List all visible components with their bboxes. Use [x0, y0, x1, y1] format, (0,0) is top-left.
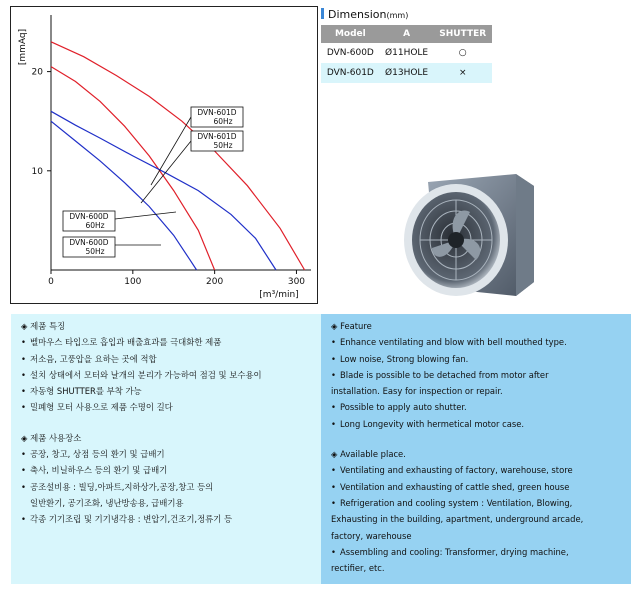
- list-item: • 자동형 SHUTTER를 부착 가능: [21, 386, 142, 397]
- table-header-row: [321, 25, 492, 43]
- list-item: • 저소음, 고풍압을 요하는 곳에 적합: [21, 353, 157, 364]
- english-usage-title: ◈ Available place.: [331, 449, 406, 460]
- english-info-panel: [321, 314, 631, 584]
- x-tick-label: 200: [206, 277, 224, 287]
- korean-usage-list: [21, 446, 311, 527]
- english-feature-title: ◈ Feature: [331, 321, 372, 331]
- list-item-continuation: installation. Easy for inspection or repair.: [331, 386, 503, 397]
- dimension-title: [321, 8, 408, 21]
- title-bar-icon: [321, 8, 324, 19]
- list-item-continuation: Exhausting in the building, apartment, underground arcade,: [331, 514, 584, 525]
- curve-label-freq: 60Hz: [213, 117, 233, 126]
- english-feature-list: [331, 334, 621, 432]
- fan-housing-side: [516, 174, 534, 296]
- list-item: • Blade is possible to be detached from motor after: [331, 369, 549, 380]
- curve-label-freq: 60Hz: [85, 221, 105, 230]
- list-item: • Assembling and cooling: Transformer, drying machine,: [331, 546, 569, 557]
- table-row: [321, 43, 492, 63]
- label-leader-line: [141, 141, 191, 203]
- x-tick-label: 300: [287, 277, 306, 287]
- list-item: • 공조설비용 : 빌딩,아파트,지하상가,공장,창고 등의: [21, 481, 214, 492]
- cell-shutter: ×: [433, 63, 492, 83]
- chart-svg: [11, 7, 317, 303]
- korean-feature-title: ◈ 제품 특징: [21, 321, 66, 331]
- list-item: • 공장, 창고, 상점 등의 환기 및 급배기: [21, 449, 165, 460]
- list-item: • 설치 상태에서 모터와 날개의 분리가 가능하여 점검 및 보수용이: [21, 369, 262, 380]
- cell-model: DVN-601D: [321, 63, 380, 83]
- english-usage-list: [331, 462, 621, 576]
- list-item: • Long Longevity with hermetical motor case.: [331, 418, 525, 429]
- header-a: A: [380, 25, 434, 43]
- label-leader-line: [115, 212, 176, 219]
- curve-label-model: DVN-600D: [69, 212, 109, 221]
- list-item: • Ventilation and exhausting of cattle shed, green house: [331, 481, 570, 492]
- label-leader-line: [151, 117, 191, 185]
- x-tick-label: 0: [48, 277, 54, 287]
- cell-a: Ø13HOLE: [380, 63, 434, 83]
- list-item-continuation: 일반환기, 공기조화, 냉난방송용, 급배기용: [30, 497, 184, 508]
- list-item-continuation: rectifier, etc.: [331, 563, 385, 574]
- list-item-continuation: factory, warehouse: [331, 530, 412, 541]
- list-item: • 축사, 비닐하우스 등의 환기 및 급배기: [21, 465, 168, 476]
- list-item: • Possible to apply auto shutter.: [331, 402, 467, 413]
- y-axis-label: [mmAq]: [18, 28, 28, 66]
- list-item: • 각종 기기조립 및 기기냉각용 : 변압기,건조기,정류기 등: [21, 514, 233, 525]
- y-tick-label: 20: [31, 67, 43, 78]
- y-tick-label: 10: [31, 166, 43, 177]
- dimension-unit: (mm): [386, 11, 409, 20]
- list-item: • 벨마우스 타입으로 흡입과 배출효과를 극대화한 제품: [21, 337, 222, 348]
- fan-product-image: [398, 168, 538, 304]
- korean-usage-title: ◈ 제품 사용장소: [21, 432, 82, 443]
- list-item: • 밀폐형 모터 사용으로 제품 수명이 길다: [21, 402, 173, 413]
- cell-shutter: ○: [433, 43, 492, 63]
- curve-label-model: DVN-601D: [197, 132, 237, 141]
- table-row: [321, 63, 492, 83]
- series-line: [51, 42, 305, 270]
- curve-label-freq: 50Hz: [85, 247, 105, 256]
- curve-label-model: DVN-601D: [197, 108, 237, 117]
- list-item: • Refrigeration and cooling system : Ventilation, Blowing,: [331, 497, 573, 508]
- x-axis-label: [m³/min]: [259, 290, 299, 300]
- list-item: • Enhance ventilating and blow with bell mouthed type.: [331, 337, 567, 348]
- list-item: • Ventilating and exhausting of factory, warehouse, store: [331, 465, 573, 476]
- x-tick-label: 100: [124, 277, 142, 287]
- dimension-title-text: Dimension: [328, 8, 387, 21]
- curve-label-freq: 50Hz: [213, 141, 233, 150]
- list-item: • Low noise, Strong blowing fan.: [331, 353, 469, 364]
- curve-label-model: DVN-600D: [69, 238, 109, 247]
- performance-chart: [10, 6, 318, 304]
- korean-feature-list: [21, 334, 311, 415]
- korean-info-panel: [11, 314, 321, 584]
- fan-motor: [448, 232, 464, 248]
- header-model: Model: [321, 25, 380, 43]
- header-shutter: SHUTTER: [433, 25, 492, 43]
- cell-model: DVN-600D: [321, 43, 380, 63]
- dimension-table: [321, 25, 492, 83]
- cell-a: Ø11HOLE: [380, 43, 434, 63]
